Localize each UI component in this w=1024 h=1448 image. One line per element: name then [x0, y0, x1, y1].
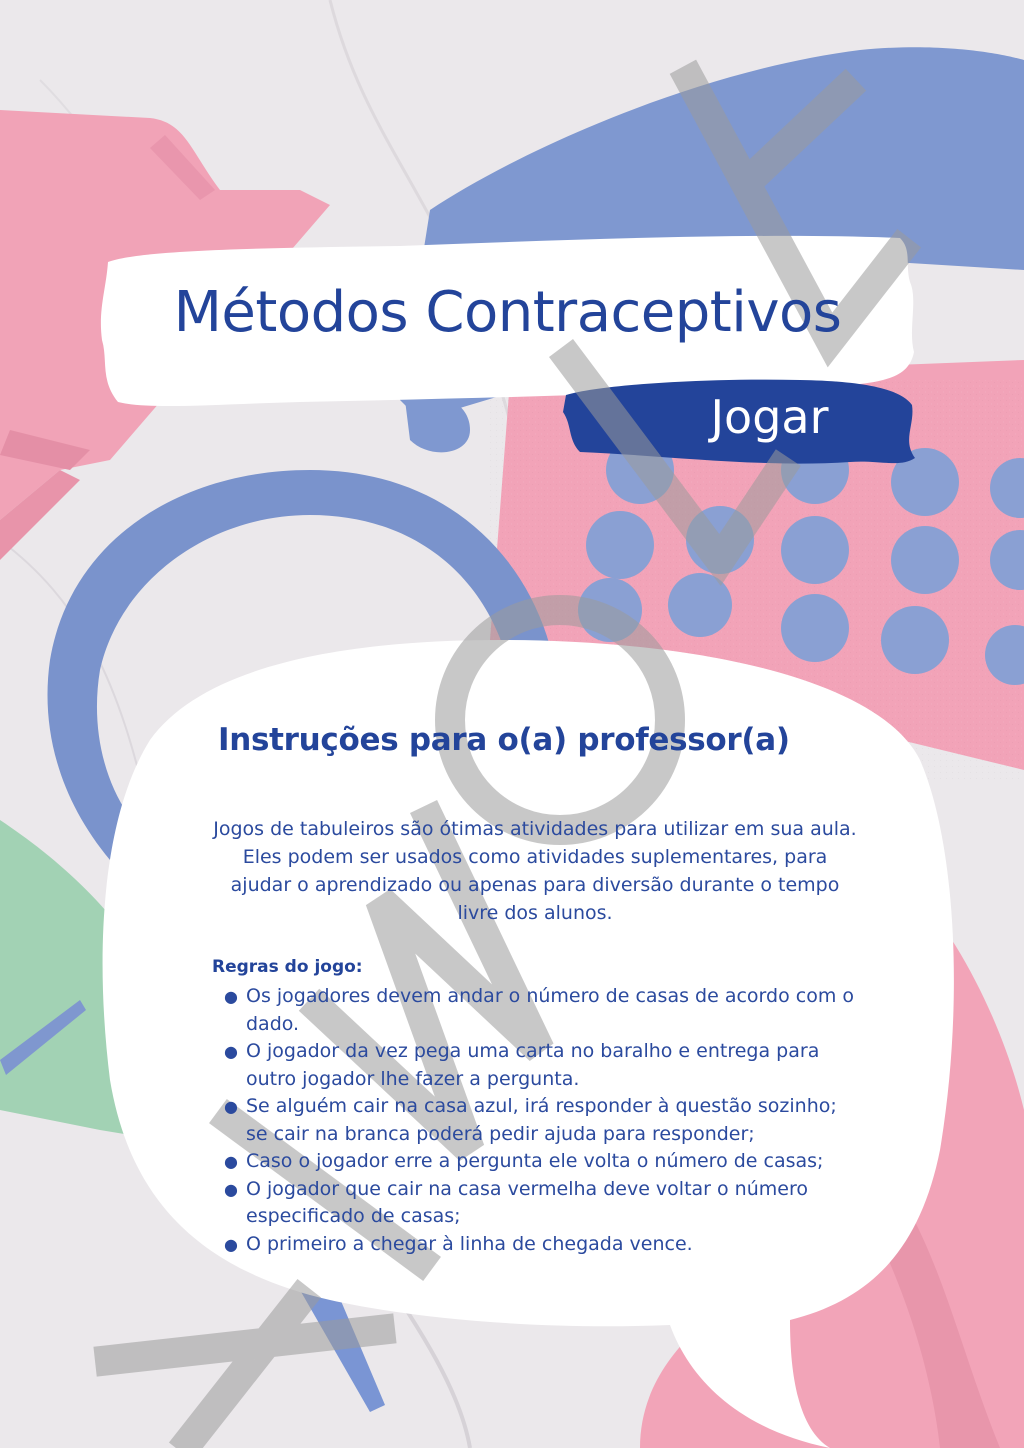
rule-text: Caso o jogador erre a pergunta ele volta o número de casas; [246, 1150, 824, 1172]
bullet-icon: ● [224, 1152, 238, 1171]
list-item [214, 1148, 864, 1176]
play-button[interactable] [562, 372, 917, 472]
rules-list [214, 983, 864, 1258]
list-item [214, 983, 864, 1038]
play-button-label: Jogar [710, 390, 829, 444]
rule-text: O jogador da vez pega uma carta no baralho e entrega para outro jogador lhe fazer a pergunta. [246, 1040, 820, 1090]
rule-text: O primeiro a chegar à linha de chegada vence. [246, 1232, 693, 1255]
bullet-icon: ● [224, 1042, 238, 1061]
page-title: Métodos Contraceptivos [173, 280, 842, 345]
list-item [214, 1176, 864, 1231]
rules-label: Regras do jogo: [212, 957, 363, 977]
list-item [214, 1231, 864, 1259]
rule-text: Se alguém cair na casa azul, irá responder à questão sozinho; se cair na branca poderá pedir ajuda para responder; [246, 1095, 837, 1145]
list-item [214, 1093, 864, 1148]
instructions-heading: Instruções para o(a) professor(a) [218, 722, 790, 758]
rule-text: Os jogadores devem andar o número de casas de acordo com o dado. [246, 985, 854, 1035]
bullet-icon: ● [224, 1097, 238, 1116]
bullet-icon: ● [224, 1234, 238, 1254]
rule-text: O jogador que cair na casa vermelha deve voltar o número especificado de casas; [246, 1177, 808, 1227]
bullet-icon: ● [224, 1179, 238, 1199]
instructions-intro: Jogos de tabuleiros são ótimas atividades para utilizar em sua aula. Eles podem ser usados como atividades suplementares, para ajudar o aprendizado ou apenas para diversão durante o tempo livre dos alunos. [213, 818, 857, 924]
list-item [214, 1038, 864, 1093]
bullet-icon: ● [224, 987, 238, 1006]
